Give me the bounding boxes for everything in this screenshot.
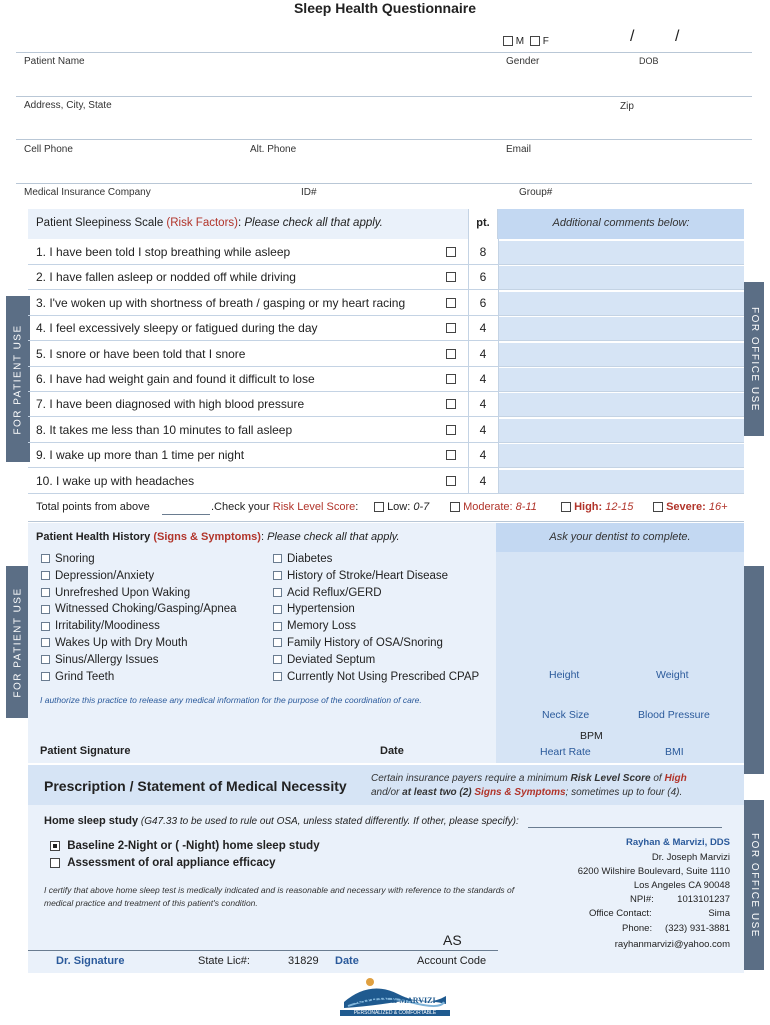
risk-factor-comment[interactable] xyxy=(498,241,744,264)
risk-factor-checkbox[interactable] xyxy=(446,272,456,282)
gender-label: Gender xyxy=(506,56,540,67)
history-item[interactable] xyxy=(273,671,479,683)
divider xyxy=(16,139,752,140)
patient-use-tab-label: FOR PATIENT USE xyxy=(12,586,24,698)
office-use-tab-label: FOR OFFICE USE xyxy=(748,832,760,938)
address-field[interactable]: Address, City, State xyxy=(24,100,112,111)
risk-factor-comment[interactable] xyxy=(498,317,744,340)
gender-f-label: F xyxy=(542,36,549,47)
history-item-label: Irritability/Moodiness xyxy=(55,620,160,633)
risk-factor-points: 4 xyxy=(479,372,487,386)
history-checkbox[interactable] xyxy=(41,588,50,597)
gender-options xyxy=(503,36,549,47)
scale-heading-instruction: Please check all that apply. xyxy=(244,217,383,229)
dentist-header: Ask your dentist to complete. xyxy=(496,523,744,552)
rx-note-high: High xyxy=(664,773,687,784)
risk-factor-text: 7. I have been diagnosed with high blood pressure xyxy=(36,397,305,412)
history-heading-instruction: Please check all that apply. xyxy=(267,531,400,543)
contact-value: Sima xyxy=(708,908,730,919)
risk-factor-comment[interactable] xyxy=(498,419,744,442)
logo-tagline: PERSONALIZED & COMFORTABLE xyxy=(340,1010,450,1016)
rx-note-two: at least two (2) xyxy=(402,787,475,798)
history-heading-text: Patient Health History xyxy=(36,531,154,543)
high-option[interactable] xyxy=(561,501,633,513)
history-item-label: Unrefreshed Upon Waking xyxy=(55,586,191,599)
rx-note-andor: and/or xyxy=(371,787,403,798)
office-email: rayhanmarvizi@yahoo.com xyxy=(614,939,730,950)
assessment-label: Assessment of oral appliance efficacy xyxy=(67,857,276,869)
risk-factor-points: 4 xyxy=(479,321,487,336)
divider xyxy=(28,521,744,522)
state-lic-value: 31829 xyxy=(288,955,319,967)
total-label: Total points from above xyxy=(36,501,150,513)
npi-label: NPI#: xyxy=(630,894,654,905)
height-field[interactable]: Height xyxy=(549,669,580,681)
risk-level-prompt xyxy=(211,501,358,513)
history-checkbox[interactable] xyxy=(41,672,50,681)
history-checkbox[interactable] xyxy=(41,571,50,580)
history-item-label: Wakes Up with Dry Mouth xyxy=(55,637,188,649)
low-label: Low: xyxy=(387,501,414,513)
heart-rate-field[interactable]: Heart Rate xyxy=(540,746,591,758)
risk-factor-checkbox[interactable] xyxy=(446,450,456,460)
risk-factor-points: 4 xyxy=(479,422,487,437)
weight-field[interactable]: Weight xyxy=(656,669,689,681)
risk-factor-text: 3. I've woken up with shortness of breath / gasping or my heart racing xyxy=(36,295,406,310)
patient-use-tab-top xyxy=(6,296,30,462)
comments-header: Additional comments below: xyxy=(498,209,744,239)
phone-label: Phone: xyxy=(622,923,653,934)
history-checkbox[interactable] xyxy=(273,655,282,664)
risk-factor-row xyxy=(28,418,744,443)
risk-factor-checkbox[interactable] xyxy=(446,425,456,435)
risk-level-prompt-score: Risk Level Score xyxy=(272,501,356,513)
patient-signature-field[interactable]: Patient Signature xyxy=(40,745,131,757)
risk-factor-points: 8 xyxy=(479,245,487,259)
patient-use-tab-label: FOR PATIENT USE xyxy=(12,323,24,435)
history-checkbox[interactable] xyxy=(273,571,282,580)
page-title: Sleep Health Questionnaire xyxy=(293,0,477,16)
scale-heading-risk: (Risk Factors) xyxy=(166,217,238,229)
risk-factor-points: 6 xyxy=(479,295,487,310)
practice-logo xyxy=(340,976,450,1022)
history-item-label: Grind Teeth xyxy=(55,670,115,683)
blood-pressure-field[interactable]: Blood Pressure xyxy=(638,709,710,721)
baseline-label: Baseline 2-Night or ( -Night) home sleep study xyxy=(67,840,320,852)
history-item[interactable] xyxy=(273,620,356,632)
office-use-tab-mid xyxy=(744,566,764,774)
history-item[interactable] xyxy=(273,587,382,599)
bmi-field[interactable]: BMI xyxy=(665,746,684,758)
npi-value: 1013101237 xyxy=(677,894,730,905)
history-item-label: Sinus/Allergy Issues xyxy=(55,653,159,666)
history-item[interactable] xyxy=(41,654,159,666)
history-item-label: Diabetes xyxy=(287,553,333,565)
history-item-label: History of Stroke/Heart Disease xyxy=(287,569,449,582)
doctor-name: Dr. Joseph Marvizi xyxy=(651,852,730,863)
risk-factor-row xyxy=(28,367,744,392)
id-field[interactable]: ID# xyxy=(301,187,317,198)
history-item[interactable] xyxy=(41,553,95,565)
history-item[interactable] xyxy=(41,671,114,683)
moderate-label: Moderate: xyxy=(463,501,516,513)
history-checkbox[interactable] xyxy=(273,588,282,597)
low-option[interactable] xyxy=(374,501,429,513)
specify-input[interactable] xyxy=(528,827,722,828)
history-item[interactable] xyxy=(273,570,448,582)
office-use-tab-top xyxy=(744,282,764,436)
rx-note-score: Risk Level Score xyxy=(570,773,651,784)
state-lic-label: State Lic#: xyxy=(198,955,250,967)
rx-heading: Prescription / Statement of Medical Necessity xyxy=(44,778,347,794)
home-sleep-study xyxy=(44,815,519,827)
office-use-tab-label: FOR OFFICE USE xyxy=(748,306,760,412)
baseline-option[interactable] xyxy=(50,840,320,852)
history-heading-colon: : xyxy=(260,531,268,543)
risk-factor-comment[interactable] xyxy=(498,343,744,366)
bpm-unit: BPM xyxy=(580,730,603,742)
risk-factor-points: 4 xyxy=(479,448,487,463)
history-checkbox[interactable] xyxy=(273,554,282,563)
history-checkbox[interactable] xyxy=(41,554,50,563)
history-checkbox[interactable] xyxy=(273,622,282,631)
history-item-label: Deviated Septum xyxy=(287,653,376,666)
risk-factor-row xyxy=(28,291,744,316)
risk-factor-text: 6. I have had weight gain and found it difficult to lose xyxy=(36,372,315,386)
office-street: 6200 Wilshire Boulevard, Suite 1110 xyxy=(577,866,730,877)
risk-factor-checkbox[interactable] xyxy=(446,349,456,359)
moderate-range: 8-11 xyxy=(515,501,537,513)
risk-level-prompt-text: .Check your xyxy=(211,501,273,513)
risk-level-prompt-colon: : xyxy=(355,501,359,513)
neck-size-field[interactable]: Neck Size xyxy=(542,709,590,721)
baseline-checkbox[interactable] xyxy=(50,841,60,851)
risk-factor-text: 2. I have fallen asleep or nodded off while driving xyxy=(36,270,296,285)
alt-phone-field[interactable]: Alt. Phone xyxy=(250,144,297,155)
history-item[interactable] xyxy=(41,637,188,649)
risk-factor-text: 5. I snore or have been told that I snore xyxy=(36,346,246,361)
risk-factor-comment[interactable] xyxy=(498,368,744,391)
history-item[interactable] xyxy=(41,603,237,615)
history-item[interactable] xyxy=(41,620,160,632)
divider xyxy=(16,183,752,184)
home-sleep-study-title: Home sleep study xyxy=(44,815,139,827)
risk-factor-checkbox[interactable] xyxy=(446,247,456,257)
risk-factor-text: 4. I feel excessively sleepy or fatigued during the day xyxy=(36,321,318,336)
insurance-field[interactable]: Medical Insurance Company xyxy=(24,187,151,198)
history-item-label: Acid Reflux/GERD xyxy=(287,586,382,599)
risk-factor-row xyxy=(28,342,744,367)
gender-m-checkbox[interactable] xyxy=(503,36,513,46)
dr-signature-field[interactable]: Dr. Signature xyxy=(56,955,125,967)
risk-factor-comment[interactable] xyxy=(498,266,744,289)
account-code-field[interactable]: Account Code xyxy=(417,955,487,967)
risk-factor-points: 6 xyxy=(479,270,487,285)
history-heading xyxy=(36,531,400,543)
history-item-label: Memory Loss xyxy=(287,620,357,633)
history-item-label: Currently Not Using Prescribed CPAP xyxy=(287,670,480,683)
cell-phone-field[interactable]: Cell Phone xyxy=(24,144,73,155)
divider xyxy=(16,96,752,97)
dob-slash-2: / xyxy=(675,28,680,45)
risk-factor-row xyxy=(28,240,744,265)
scale-heading xyxy=(36,217,383,229)
risk-factor-comment[interactable] xyxy=(498,444,744,467)
group-field[interactable]: Group# xyxy=(519,187,553,198)
history-heading-signs: (Signs & Symptoms) xyxy=(153,531,261,543)
risk-factor-row xyxy=(28,316,744,341)
high-range: 12-15 xyxy=(605,501,634,513)
severe-option[interactable] xyxy=(653,501,728,513)
risk-factor-comment[interactable] xyxy=(498,292,744,315)
rx-note-four: ; sometimes up to four (4). xyxy=(565,787,683,798)
moderate-option[interactable] xyxy=(450,501,537,513)
history-item-label: Depression/Anxiety xyxy=(55,569,155,582)
zip-field[interactable]: Zip xyxy=(620,101,634,112)
patient-name-field[interactable]: Patient Name xyxy=(24,56,85,67)
total-input[interactable] xyxy=(162,514,210,515)
severe-range: 16+ xyxy=(708,501,728,513)
risk-factor-comment[interactable] xyxy=(498,393,744,416)
risk-factor-points: 4 xyxy=(479,473,487,488)
dentist-panel xyxy=(496,552,744,763)
history-item[interactable] xyxy=(41,570,154,582)
column-divider xyxy=(468,239,469,493)
rx-note-of: of xyxy=(650,773,665,784)
severe-label: Severe: xyxy=(666,501,709,513)
divider xyxy=(16,52,752,53)
contact-label: Office Contact: xyxy=(589,908,652,919)
history-item-label: Snoring xyxy=(55,553,95,565)
risk-factor-points: 4 xyxy=(479,397,487,412)
risk-factor-row xyxy=(28,265,744,290)
risk-factor-points: 4 xyxy=(479,346,487,361)
history-item[interactable] xyxy=(273,603,355,615)
office-use-tab-bottom xyxy=(744,800,764,970)
risk-factor-checkbox[interactable] xyxy=(446,476,456,486)
practice-name: Rayhan & Marvizi, DDS xyxy=(626,837,730,848)
dob-field[interactable]: DOB xyxy=(639,56,659,66)
logo-name: RAYHAN & MARVIZI xyxy=(354,996,436,1005)
gender-m-label: M xyxy=(515,36,525,47)
email-field[interactable]: Email xyxy=(506,144,532,155)
history-item-label: Hypertension xyxy=(287,603,355,616)
history-checkbox[interactable] xyxy=(273,638,282,647)
risk-factor-row xyxy=(28,469,744,494)
dob-slash-1: / xyxy=(630,28,635,45)
phone-value: (323) 931-3881 xyxy=(665,923,730,934)
rx-note xyxy=(371,772,687,800)
assessment-option[interactable] xyxy=(50,857,276,869)
risk-factor-text: 1. I have been told I stop breathing while asleep xyxy=(36,245,291,259)
home-sleep-study-note: (G47.33 to be used to rule out OSA, unless stated differently. If other, please specify): xyxy=(138,816,519,827)
risk-factor-comment[interactable] xyxy=(498,470,744,493)
rx-date-field[interactable]: Date xyxy=(335,955,359,967)
history-checkbox[interactable] xyxy=(273,672,282,681)
low-range: 0-7 xyxy=(413,501,430,513)
risk-factor-checkbox[interactable] xyxy=(446,374,456,384)
history-checkbox[interactable] xyxy=(41,622,50,631)
rx-note-text: Certain insurance payers require a minimum xyxy=(371,773,571,784)
risk-factor-row xyxy=(28,392,744,417)
history-item[interactable] xyxy=(41,587,190,599)
risk-factor-row xyxy=(28,443,744,468)
patient-use-tab-mid xyxy=(6,566,30,718)
initials: AS xyxy=(443,932,462,948)
patient-date-field[interactable]: Date xyxy=(380,745,404,757)
risk-factor-checkbox[interactable] xyxy=(446,298,456,308)
risk-factor-text: 9. I wake up more than 1 time per night xyxy=(36,448,245,463)
office-city: Los Angeles CA 90048 xyxy=(633,880,730,891)
risk-factor-text: 8. It takes me less than 10 minutes to fall asleep xyxy=(36,422,293,437)
history-checkbox[interactable] xyxy=(41,655,50,664)
risk-factor-checkbox[interactable] xyxy=(446,323,456,333)
history-item-label: Witnessed Choking/Gasping/Apnea xyxy=(55,603,237,616)
column-divider xyxy=(498,239,499,493)
gender-f-checkbox[interactable] xyxy=(530,36,540,46)
rx-note-signs: Signs & Symptoms xyxy=(474,787,566,798)
history-checkbox[interactable] xyxy=(41,638,50,647)
certify-text: I certify that above home sleep test is medically indicated and is reasonable and necessary with reference to the standards of medical practice and treatment of this patient's condition. xyxy=(44,885,515,908)
history-checkbox[interactable] xyxy=(273,605,282,614)
authorize-text: I authorize this practice to release any medical information for the purpose of the coordination of care. xyxy=(40,695,422,705)
history-checkbox[interactable] xyxy=(41,605,50,614)
scale-heading-colon: : xyxy=(237,217,245,229)
assessment-checkbox[interactable] xyxy=(50,858,60,868)
scale-heading-text: Patient Sleepiness Scale xyxy=(36,217,167,229)
risk-factor-checkbox[interactable] xyxy=(446,399,456,409)
history-item[interactable] xyxy=(273,637,443,649)
signature-line xyxy=(28,950,498,951)
high-label: High: xyxy=(574,501,606,513)
history-item-label: Family History of OSA/Snoring xyxy=(287,637,443,649)
history-item[interactable] xyxy=(273,553,332,565)
risk-factor-text: 10. I wake up with headaches xyxy=(36,473,195,488)
pt-header: pt. xyxy=(468,209,498,239)
history-item[interactable] xyxy=(273,654,375,666)
